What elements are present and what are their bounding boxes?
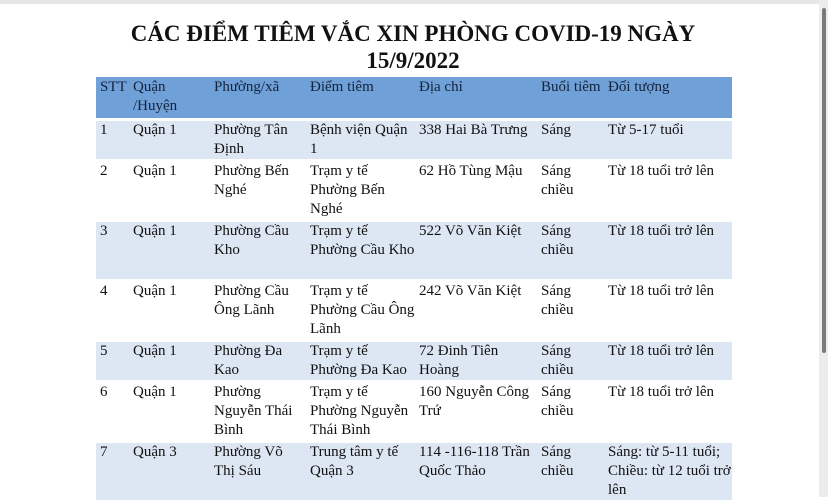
top-edge-bar <box>0 0 828 4</box>
cell-site: Trạm y tế Phường Đa Kao <box>306 342 415 383</box>
scrollbar-thumb[interactable] <box>822 8 826 353</box>
cell-session: Sáng chiều <box>537 443 604 503</box>
cell-address: 62 Hồ Tùng Mậu <box>415 162 537 222</box>
cell-session: Sáng chiều <box>537 383 604 443</box>
cell-target: Sáng: từ 5-11 tuổi; Chiều: từ 12 tuổi trở lên <box>604 443 732 503</box>
table-row <box>96 282 732 342</box>
cell-site: Trạm y tế Phường Bến Nghé <box>306 162 415 222</box>
table-row <box>96 162 732 222</box>
cell-stt: 3 <box>96 222 129 282</box>
cell-site: Trung tâm y tế Quận 3 <box>306 443 415 503</box>
cell-stt: 1 <box>96 121 129 162</box>
cell-address: 522 Võ Văn Kiệt <box>415 222 537 282</box>
table-row <box>96 121 732 162</box>
header-site: Điểm tiêm <box>306 77 415 121</box>
header-ward: Phường/xã <box>210 77 306 121</box>
cell-stt: 6 <box>96 383 129 443</box>
table-header-row <box>96 77 732 121</box>
cell-session: Sáng chiều <box>537 222 604 282</box>
cell-address: 72 Đinh Tiên Hoàng <box>415 342 537 383</box>
cell-ward: Phường Tân Định <box>210 121 306 162</box>
cell-ward: Phường Võ Thị Sáu <box>210 443 306 503</box>
cell-district: Quận 1 <box>129 222 210 282</box>
cell-district: Quận 1 <box>129 162 210 222</box>
cell-district: Quận 1 <box>129 383 210 443</box>
cell-session: Sáng chiều <box>537 162 604 222</box>
cell-district: Quận 1 <box>129 121 210 162</box>
table-row <box>96 443 732 503</box>
header-target: Đối tượng <box>604 77 732 121</box>
cell-target: Từ 18 tuổi trở lên <box>604 342 732 383</box>
cell-session: Sáng chiều <box>537 282 604 342</box>
cell-ward: Phường Cầu Ông Lãnh <box>210 282 306 342</box>
cell-site: Trạm y tế Phường Cầu Ông Lãnh <box>306 282 415 342</box>
header-stt: STT <box>96 77 129 121</box>
cell-site: Bệnh viện Quận 1 <box>306 121 415 162</box>
cell-session: Sáng chiều <box>537 342 604 383</box>
cell-stt: 5 <box>96 342 129 383</box>
cell-address: 160 Nguyễn Công Trứ <box>415 383 537 443</box>
cell-site: Trạm y tế Phường Cầu Kho <box>306 222 415 282</box>
header-address: Địa chỉ <box>415 77 537 121</box>
cell-target: Từ 18 tuổi trở lên <box>604 162 732 222</box>
cell-target: Từ 5-17 tuổi <box>604 121 732 162</box>
page-title: CÁC ĐIỂM TIÊM VẮC XIN PHÒNG COVID-19 NGÀY 15/9/2022 <box>130 21 696 73</box>
cell-district: Quận 1 <box>129 342 210 383</box>
cell-target: Từ 18 tuổi trở lên <box>604 282 732 342</box>
cell-stt: 4 <box>96 282 129 342</box>
table-row <box>96 342 732 383</box>
table-row <box>96 222 732 282</box>
cell-session: Sáng <box>537 121 604 162</box>
cell-district: Quận 1 <box>129 282 210 342</box>
header-district: Quận /Huyện <box>129 77 210 121</box>
cell-stt: 2 <box>96 162 129 222</box>
cell-ward: Phường Đa Kao <box>210 342 306 383</box>
cell-district: Quận 3 <box>129 443 210 503</box>
cell-address: 114 -116-118 Trần Quốc Thảo <box>415 443 537 503</box>
cell-site: Trạm y tế Phường Nguyễn Thái Bình <box>306 383 415 443</box>
cell-address: 242 Võ Văn Kiệt <box>415 282 537 342</box>
cell-ward: Phường Cầu Kho <box>210 222 306 282</box>
cell-ward: Phường Nguyễn Thái Bình <box>210 383 306 443</box>
cell-ward: Phường Bến Nghé <box>210 162 306 222</box>
cell-address: 338 Hai Bà Trưng <box>415 121 537 162</box>
vertical-scrollbar[interactable] <box>819 0 828 497</box>
cell-stt: 7 <box>96 443 129 503</box>
table-row <box>96 383 732 443</box>
vaccination-sites-table <box>96 77 732 503</box>
cell-target: Từ 18 tuổi trở lên <box>604 383 732 443</box>
header-session: Buổi tiêm <box>537 77 604 121</box>
cell-target: Từ 18 tuổi trở lên <box>604 222 732 282</box>
